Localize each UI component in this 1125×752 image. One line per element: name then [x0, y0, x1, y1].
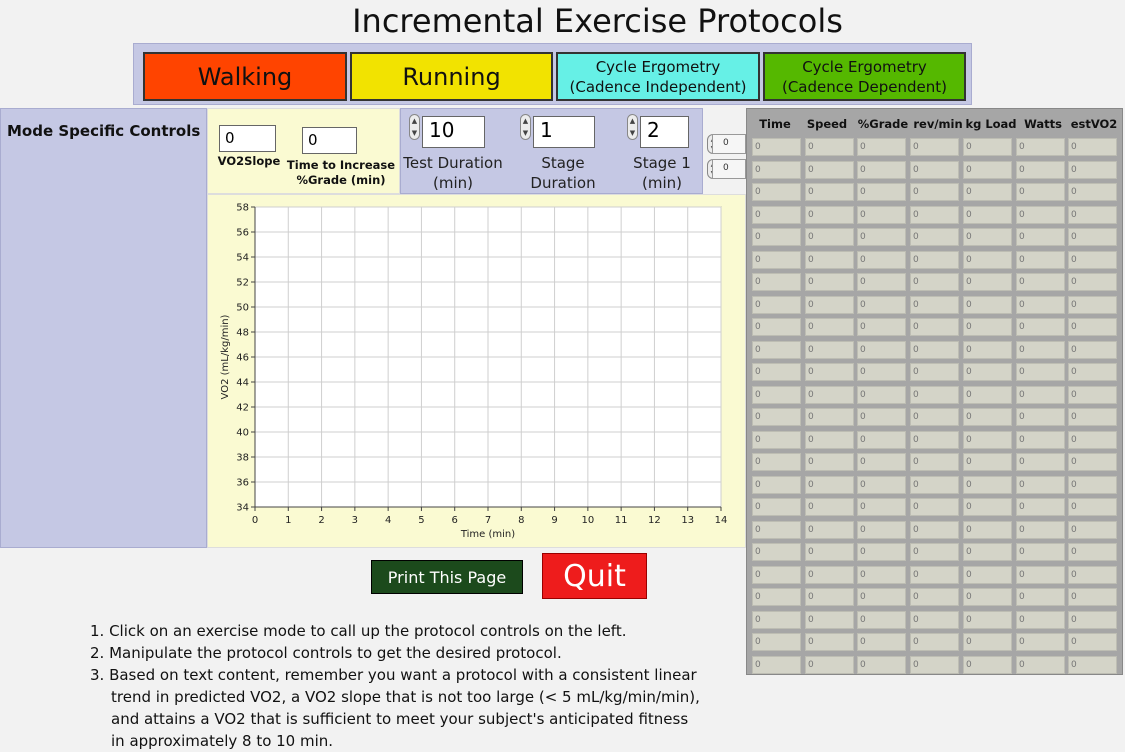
table-cell[interactable]: 0 [752, 656, 801, 674]
table-cell[interactable]: 0 [1016, 566, 1065, 584]
table-header-rev-min: rev/min [913, 117, 963, 131]
instructions [90, 620, 700, 752]
increment-icon: ▲ [411, 116, 418, 125]
test-duration-stepper[interactable] [409, 114, 420, 140]
table-cell[interactable]: 0 [910, 656, 959, 674]
table-cell[interactable]: 0 [752, 386, 801, 404]
table-cell[interactable]: 0 [1068, 588, 1117, 606]
table-cell[interactable]: 0 [910, 138, 959, 156]
table-cell[interactable]: 0 [752, 498, 801, 516]
cycle-independent-line2: (Cadence Independent) [569, 77, 747, 96]
table-cell[interactable]: 0 [963, 161, 1012, 179]
y-tick-label: 34 [236, 502, 249, 514]
table-cell[interactable]: 0 [1016, 386, 1065, 404]
table-cell[interactable]: 0 [857, 363, 906, 381]
table-cell[interactable]: 0 [963, 318, 1012, 336]
decrement-icon: ▼ [522, 128, 529, 137]
table-cell[interactable]: 0 [805, 656, 854, 674]
y-tick-label: 44 [236, 377, 249, 389]
instruction-3-line3: and attains a VO2 that is sufficient to meet your subject's anticipated fitness [111, 710, 689, 728]
table-cell[interactable]: 0 [963, 588, 1012, 606]
table-cell[interactable]: 0 [857, 543, 906, 561]
table-cell[interactable]: 0 [752, 408, 801, 426]
table-cell[interactable]: 0 [752, 476, 801, 494]
x-tick-label: 11 [614, 515, 628, 526]
vo2-chart [207, 194, 746, 548]
table-cell[interactable]: 0 [752, 341, 801, 359]
x-tick-label: 10 [581, 515, 595, 526]
table-cell[interactable]: 0 [963, 363, 1012, 381]
table-cell[interactable]: 0 [857, 138, 906, 156]
time-to-increase-grade-label [284, 158, 398, 188]
table-cell[interactable]: 0 [1016, 521, 1065, 539]
y-tick-label: 48 [236, 327, 249, 339]
page-title: Incremental Exercise Protocols [352, 2, 843, 40]
table-cell[interactable]: 0 [1016, 611, 1065, 629]
table-cell[interactable]: 0 [1016, 341, 1065, 359]
table-cell[interactable]: 0 [752, 431, 801, 449]
table-cell[interactable]: 0 [857, 498, 906, 516]
table-cell[interactable]: 0 [910, 273, 959, 291]
table-header-watts: Watts [1024, 117, 1062, 131]
table-cell[interactable]: 0 [1016, 476, 1065, 494]
table-cell[interactable]: 0 [857, 386, 906, 404]
table-cell[interactable]: 0 [857, 341, 906, 359]
table-cell[interactable]: 0 [963, 453, 1012, 471]
table-cell[interactable]: 0 [857, 521, 906, 539]
table-cell[interactable]: 0 [910, 543, 959, 561]
y-tick-label: 38 [236, 452, 249, 464]
table-cell[interactable]: 0 [910, 633, 959, 651]
y-tick-label: 50 [236, 302, 249, 314]
table-cell[interactable]: 0 [910, 206, 959, 224]
table-cell[interactable]: 0 [1016, 431, 1065, 449]
table-cell[interactable]: 0 [1016, 296, 1065, 314]
stage-duration-input[interactable]: 1 [533, 116, 595, 148]
table-cell[interactable]: 0 [1068, 408, 1117, 426]
table-cell[interactable]: 0 [910, 476, 959, 494]
table-cell[interactable]: 0 [805, 251, 854, 269]
table-cell[interactable]: 0 [752, 543, 801, 561]
table-cell[interactable]: 0 [805, 431, 854, 449]
instruction-2: 2. Manipulate the protocol controls to get the desired protocol. [90, 644, 562, 662]
table-cell[interactable]: 0 [752, 588, 801, 606]
table-cell[interactable]: 0 [752, 611, 801, 629]
table-cell[interactable]: 0 [1068, 633, 1117, 651]
table-cell[interactable]: 0 [1068, 453, 1117, 471]
table-cell[interactable]: 0 [752, 138, 801, 156]
time-to-increase-grade-input[interactable]: 0 [302, 127, 357, 154]
table-cell[interactable]: 0 [1068, 318, 1117, 336]
table-cell[interactable]: 0 [857, 161, 906, 179]
table-cell[interactable]: 0 [1016, 251, 1065, 269]
x-tick-label: 3 [351, 515, 359, 526]
x-tick-label: 8 [518, 515, 525, 526]
table-cell[interactable]: 0 [1068, 341, 1117, 359]
table-cell[interactable]: 0 [857, 206, 906, 224]
table-cell[interactable]: 0 [805, 408, 854, 426]
table-cell[interactable]: 0 [805, 183, 854, 201]
table-cell[interactable]: 0 [910, 611, 959, 629]
table-cell[interactable]: 0 [1016, 318, 1065, 336]
quit-button[interactable]: Quit [542, 553, 647, 599]
table-cell[interactable]: 0 [1068, 273, 1117, 291]
table-cell[interactable]: 0 [1068, 566, 1117, 584]
decrement-icon: ▼ [629, 128, 636, 137]
table-header-estvo2: estVO2 [1070, 117, 1118, 131]
decrement-icon: ▼ [411, 128, 418, 137]
table-cell[interactable]: 0 [963, 228, 1012, 246]
x-tick-label: 13 [681, 515, 695, 526]
table-cell[interactable]: 0 [857, 408, 906, 426]
table-cell[interactable]: 0 [857, 566, 906, 584]
cycle-cadence-dependent-button[interactable] [763, 52, 966, 101]
vo2slope-input[interactable]: 0 [219, 125, 276, 152]
table-cell[interactable]: 0 [857, 588, 906, 606]
table-cell[interactable]: 0 [805, 566, 854, 584]
table-cell[interactable]: 0 [805, 206, 854, 224]
table-cell[interactable]: 0 [752, 318, 801, 336]
table-cell[interactable]: 0 [752, 363, 801, 381]
table-cell[interactable]: 0 [963, 138, 1012, 156]
table-cell[interactable]: 0 [910, 228, 959, 246]
table-cell[interactable]: 0 [805, 363, 854, 381]
stage1-label-line1: Stage 1 [633, 154, 691, 172]
table-cell[interactable]: 0 [910, 341, 959, 359]
table-cell[interactable]: 0 [752, 453, 801, 471]
table-cell[interactable]: 0 [1068, 161, 1117, 179]
time-to-increase-label-line2: %Grade (min) [296, 173, 386, 187]
table-cell[interactable]: 0 [857, 251, 906, 269]
table-cell[interactable]: 0 [1068, 431, 1117, 449]
table-cell[interactable]: 0 [1068, 251, 1117, 269]
y-tick-label: 54 [236, 252, 249, 264]
table-cell[interactable]: 0 [1016, 161, 1065, 179]
table-cell[interactable]: 0 [805, 386, 854, 404]
instruction-1: 1. Click on an exercise mode to call up the protocol controls on the left. [90, 622, 627, 640]
cycle-dependent-line1: Cycle Ergometry [802, 57, 927, 76]
increment-icon: ▲ [522, 116, 529, 125]
table-cell[interactable]: 0 [910, 386, 959, 404]
table-cell[interactable]: 0 [752, 206, 801, 224]
x-tick-label: 9 [551, 515, 558, 526]
stage1-stepper[interactable] [627, 114, 638, 140]
cycle-independent-line1: Cycle Ergometry [595, 57, 721, 76]
x-tick-label: 2 [318, 515, 325, 526]
table-cell[interactable]: 0 [857, 633, 906, 651]
table-cell[interactable]: 0 [805, 273, 854, 291]
table-cell[interactable]: 0 [857, 318, 906, 336]
table-cell[interactable]: 0 [910, 318, 959, 336]
x-tick-label: 1 [285, 515, 292, 526]
table-cell[interactable]: 0 [805, 588, 854, 606]
table-cell[interactable]: 0 [752, 228, 801, 246]
table-cell[interactable]: 0 [910, 566, 959, 584]
table-cell[interactable]: 0 [857, 431, 906, 449]
vo2slope-label: VO2Slope [217, 154, 281, 168]
table-cell[interactable]: 0 [963, 633, 1012, 651]
table-cell[interactable]: 0 [857, 273, 906, 291]
x-tick-label: 4 [384, 515, 392, 526]
table-cell[interactable]: 0 [805, 296, 854, 314]
running-mode-label: Running [402, 62, 501, 91]
stage1-label [626, 153, 698, 193]
table-cell[interactable]: 0 [1068, 611, 1117, 629]
table-cell[interactable]: 0 [805, 633, 854, 651]
table-cell[interactable]: 0 [1068, 521, 1117, 539]
table-cell[interactable]: 0 [805, 341, 854, 359]
table-cell[interactable]: 0 [1068, 138, 1117, 156]
walking-mode-button[interactable] [143, 52, 347, 101]
table-cell[interactable]: 0 [857, 183, 906, 201]
table-cell[interactable]: 0 [752, 633, 801, 651]
table-cell[interactable]: 0 [1068, 543, 1117, 561]
print-page-button[interactable]: Print This Page [371, 560, 523, 594]
table-cell[interactable]: 0 [1016, 543, 1065, 561]
x-tick-label: 0 [251, 515, 259, 526]
table-cell[interactable]: 0 [752, 161, 801, 179]
table-col-index-input[interactable]: 0 [712, 159, 746, 179]
table-cell[interactable]: 0 [805, 521, 854, 539]
table-cell[interactable]: 0 [1016, 656, 1065, 674]
stage1-input[interactable]: 2 [640, 116, 689, 148]
table-cell[interactable]: 0 [805, 228, 854, 246]
instruction-3-line1: 3. Based on text content, remember you want a protocol with a consistent linear [90, 666, 697, 684]
cycle-dependent-line2: (Cadence Dependent) [781, 77, 948, 96]
table-cell[interactable]: 0 [1016, 633, 1065, 651]
table-cell[interactable]: 0 [963, 611, 1012, 629]
table-cell[interactable]: 0 [857, 228, 906, 246]
table-cell[interactable]: 0 [1068, 386, 1117, 404]
table-cell[interactable]: 0 [1016, 206, 1065, 224]
cycle-cadence-independent-button[interactable] [556, 52, 760, 101]
table-cell[interactable]: 0 [1068, 296, 1117, 314]
table-header-speed: Speed [806, 117, 848, 131]
table-header-kg-load: kg Load [965, 117, 1017, 131]
test-duration-label-line2: (min) [433, 174, 473, 192]
increment-icon: ▲ [629, 116, 636, 125]
table-cell[interactable]: 0 [910, 588, 959, 606]
table-cell[interactable]: 0 [752, 566, 801, 584]
table-cell[interactable]: 0 [910, 498, 959, 516]
y-tick-label: 42 [236, 402, 249, 414]
test-duration-label [402, 153, 504, 193]
y-axis-label: VO2 (mL/kg/min) [220, 314, 231, 400]
table-cell[interactable]: 0 [805, 318, 854, 336]
table-cell[interactable]: 0 [910, 363, 959, 381]
test-duration-label-line1: Test Duration [403, 154, 503, 172]
table-cell[interactable]: 0 [857, 656, 906, 674]
table-header-grade: %Grade [857, 117, 909, 131]
table-cell[interactable]: 0 [1068, 206, 1117, 224]
table-cell[interactable]: 0 [857, 296, 906, 314]
table-cell[interactable]: 0 [805, 476, 854, 494]
table-cell[interactable]: 0 [805, 543, 854, 561]
table-cell[interactable]: 0 [963, 296, 1012, 314]
y-tick-label: 36 [236, 477, 249, 489]
table-cell[interactable]: 0 [1068, 498, 1117, 516]
table-cell[interactable]: 0 [963, 656, 1012, 674]
y-tick-label: 46 [236, 352, 249, 364]
table-header-time: Time [759, 117, 791, 131]
table-cell[interactable]: 0 [963, 543, 1012, 561]
table-cell[interactable]: 0 [1016, 408, 1065, 426]
table-cell[interactable]: 0 [910, 251, 959, 269]
table-cell[interactable]: 0 [963, 341, 1012, 359]
table-cell[interactable]: 0 [910, 431, 959, 449]
y-tick-label: 40 [236, 427, 249, 439]
x-tick-label: 6 [451, 515, 458, 526]
table-cell[interactable]: 0 [963, 566, 1012, 584]
table-cell[interactable]: 0 [1016, 363, 1065, 381]
table-cell[interactable]: 0 [1016, 228, 1065, 246]
table-cell[interactable]: 0 [1068, 656, 1117, 674]
walking-mode-label: Walking [197, 62, 293, 91]
table-cell[interactable]: 0 [1068, 183, 1117, 201]
table-cell[interactable]: 0 [910, 183, 959, 201]
table-cell[interactable]: 0 [1068, 363, 1117, 381]
table-cell[interactable]: 0 [805, 498, 854, 516]
table-cell[interactable]: 0 [910, 453, 959, 471]
table-cell[interactable]: 0 [857, 476, 906, 494]
table-cell[interactable]: 0 [910, 161, 959, 179]
table-cell[interactable]: 0 [910, 296, 959, 314]
table-cell[interactable]: 0 [857, 611, 906, 629]
table-cell[interactable]: 0 [910, 408, 959, 426]
instruction-3-line2: trend in predicted VO2, a VO2 slope that is not too large (< 5 mL/kg/min/min), [111, 688, 700, 706]
table-cell[interactable]: 0 [805, 453, 854, 471]
table-cell[interactable]: 0 [963, 476, 1012, 494]
table-cell[interactable]: 0 [1016, 273, 1065, 291]
table-cell[interactable]: 0 [910, 521, 959, 539]
table-cell[interactable]: 0 [963, 183, 1012, 201]
table-cell[interactable]: 0 [805, 611, 854, 629]
table-cell[interactable]: 0 [752, 296, 801, 314]
instruction-3-line4: in approximately 8 to 10 min. [111, 732, 334, 750]
table-cell[interactable]: 0 [752, 251, 801, 269]
test-duration-input[interactable]: 10 [422, 116, 485, 148]
table-cell[interactable]: 0 [1016, 588, 1065, 606]
table-cell[interactable]: 0 [805, 138, 854, 156]
table-cell[interactable]: 0 [963, 251, 1012, 269]
table-cell[interactable]: 0 [963, 273, 1012, 291]
table-cell[interactable]: 0 [963, 206, 1012, 224]
table-cell[interactable]: 0 [1016, 498, 1065, 516]
stage-duration-label-line1: Stage Duration [530, 154, 596, 192]
time-to-increase-label-line1: Time to Increase [286, 158, 396, 172]
table-cell[interactable]: 0 [1016, 183, 1065, 201]
x-tick-label: 12 [648, 515, 661, 526]
table-cell[interactable]: 0 [1068, 228, 1117, 246]
y-tick-label: 58 [236, 202, 249, 214]
stage-duration-stepper[interactable] [520, 114, 531, 140]
table-cell[interactable]: 0 [963, 431, 1012, 449]
x-tick-label: 5 [418, 515, 425, 526]
x-axis-label: Time (min) [460, 529, 516, 540]
table-cell[interactable]: 0 [752, 183, 801, 201]
table-cell[interactable]: 0 [963, 386, 1012, 404]
table-cell[interactable]: 0 [805, 161, 854, 179]
table-cell[interactable]: 0 [963, 408, 1012, 426]
y-tick-label: 56 [236, 227, 249, 239]
x-tick-label: 14 [714, 515, 728, 526]
table-cell[interactable]: 0 [752, 273, 801, 291]
mode-specific-controls-label: Mode Specific Controls [7, 122, 201, 140]
table-cell[interactable]: 0 [1016, 138, 1065, 156]
mode-specific-controls-panel [0, 108, 207, 548]
table-row-index-input[interactable]: 0 [712, 134, 746, 154]
running-mode-button[interactable] [350, 52, 553, 101]
table-cell[interactable]: 0 [963, 498, 1012, 516]
table-cell[interactable]: 0 [1016, 453, 1065, 471]
table-cell[interactable]: 0 [1068, 476, 1117, 494]
table-cell[interactable]: 0 [752, 521, 801, 539]
table-cell[interactable]: 0 [857, 453, 906, 471]
stage1-label-line2: (min) [642, 174, 682, 192]
x-tick-label: 7 [484, 515, 492, 526]
y-tick-label: 52 [236, 277, 249, 289]
table-cell[interactable]: 0 [963, 521, 1012, 539]
